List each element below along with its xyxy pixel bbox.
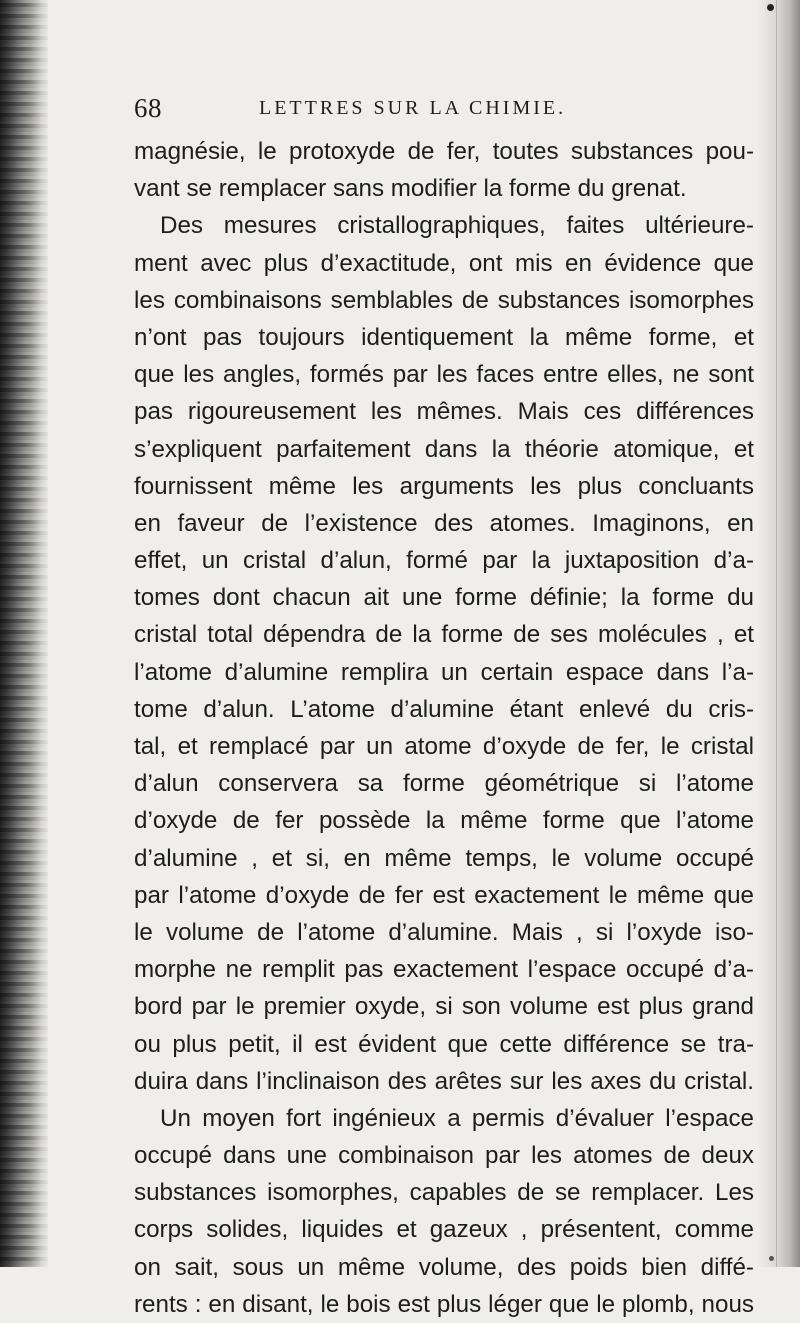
text-line: d’alumine , et si, en même temps, le volume occupé bbox=[134, 844, 754, 872]
text-line: ou plus petit, il est évident que cette différence se tra- bbox=[134, 1030, 754, 1058]
text-line: s’expliquent parfaitement dans la théorie atomique, et bbox=[134, 435, 754, 463]
text-line: l’atome d’alumine remplira un certain espace dans l’a- bbox=[134, 658, 754, 686]
text-line: en faveur de l’existence des atomes. Imaginons, en bbox=[134, 509, 754, 537]
ink-spot-top bbox=[767, 4, 774, 11]
text-line: les combinaisons semblables de substances isomorphes bbox=[134, 286, 754, 314]
ink-spot-bottom bbox=[769, 1256, 774, 1261]
page-number: 68 bbox=[134, 93, 162, 123]
text-line: que les angles, formés par les faces entre elles, ne sont bbox=[134, 361, 754, 389]
text-line: magnésie, le protoxyde de fer, toutes substances pou- bbox=[134, 138, 754, 165]
running-title: LETTRES SUR LA CHIMIE. bbox=[259, 97, 567, 119]
text-line: bord par le premier oxyde, si son volume est plus grand bbox=[134, 993, 754, 1021]
text-line: d’alun conservera sa forme géométrique si l’atome bbox=[134, 770, 754, 798]
text-line: Des mesures cristallographiques, faites ultérieure- bbox=[160, 212, 754, 240]
text-line: corps solides, liquides et gazeux , présentent, comme bbox=[134, 1216, 754, 1244]
text-line: duira dans l’inclinaison des arêtes sur les axes du cristal. bbox=[134, 1067, 754, 1095]
book-binding-shadow bbox=[0, 0, 48, 1267]
text-line: par l’atome d’oxyde de fer est exactement le même que bbox=[134, 881, 754, 909]
text-line: occupé dans une combinaison par les atomes de deux bbox=[134, 1142, 754, 1170]
text-line: vant se remplacer sans modifier la forme du grenat. bbox=[134, 175, 687, 203]
page-edge bbox=[758, 0, 800, 1267]
body-text bbox=[134, 133, 754, 1323]
page-header bbox=[134, 93, 754, 123]
text-line: cristal total dépendra de la forme de ses molécules , et bbox=[134, 621, 754, 649]
text-line: effet, un cristal d’alun, formé par la juxtaposition d’a- bbox=[134, 547, 754, 575]
text-line: fournissent même les arguments les plus concluants bbox=[134, 472, 754, 500]
text-line: le volume de l’atome d’alumine. Mais , si l’oxyde iso- bbox=[134, 918, 754, 946]
text-line: pas rigoureusement les mêmes. Mais ces différences bbox=[134, 398, 754, 426]
text-line: substances isomorphes, capables de se remplacer. Les bbox=[134, 1179, 754, 1207]
text-line: rents : en disant, le bois est plus léger que le plomb, nous bbox=[134, 1290, 754, 1318]
text-line: d’oxyde de fer possède la même forme que l’atome bbox=[134, 807, 754, 835]
text-line: tal, et remplacé par un atome d’oxyde de fer, le cristal bbox=[134, 733, 754, 760]
text-line: Un moyen fort ingénieux a permis d’évaluer l’espace bbox=[160, 1104, 754, 1132]
text-line: ment avec plus d’exactitude, ont mis en évidence que bbox=[134, 249, 754, 277]
text-line: tome d’alun. L’atome d’alumine étant enlevé du cris- bbox=[134, 695, 754, 723]
text-line: morphe ne remplit pas exactement l’espace occupé d’a- bbox=[134, 956, 754, 984]
text-line: on sait, sous un même volume, des poids bien diffé- bbox=[134, 1253, 754, 1281]
text-line: n’ont pas toujours identiquement la même forme, et bbox=[134, 323, 754, 351]
text-line: tomes dont chacun ait une forme définie; la forme du bbox=[134, 584, 754, 612]
